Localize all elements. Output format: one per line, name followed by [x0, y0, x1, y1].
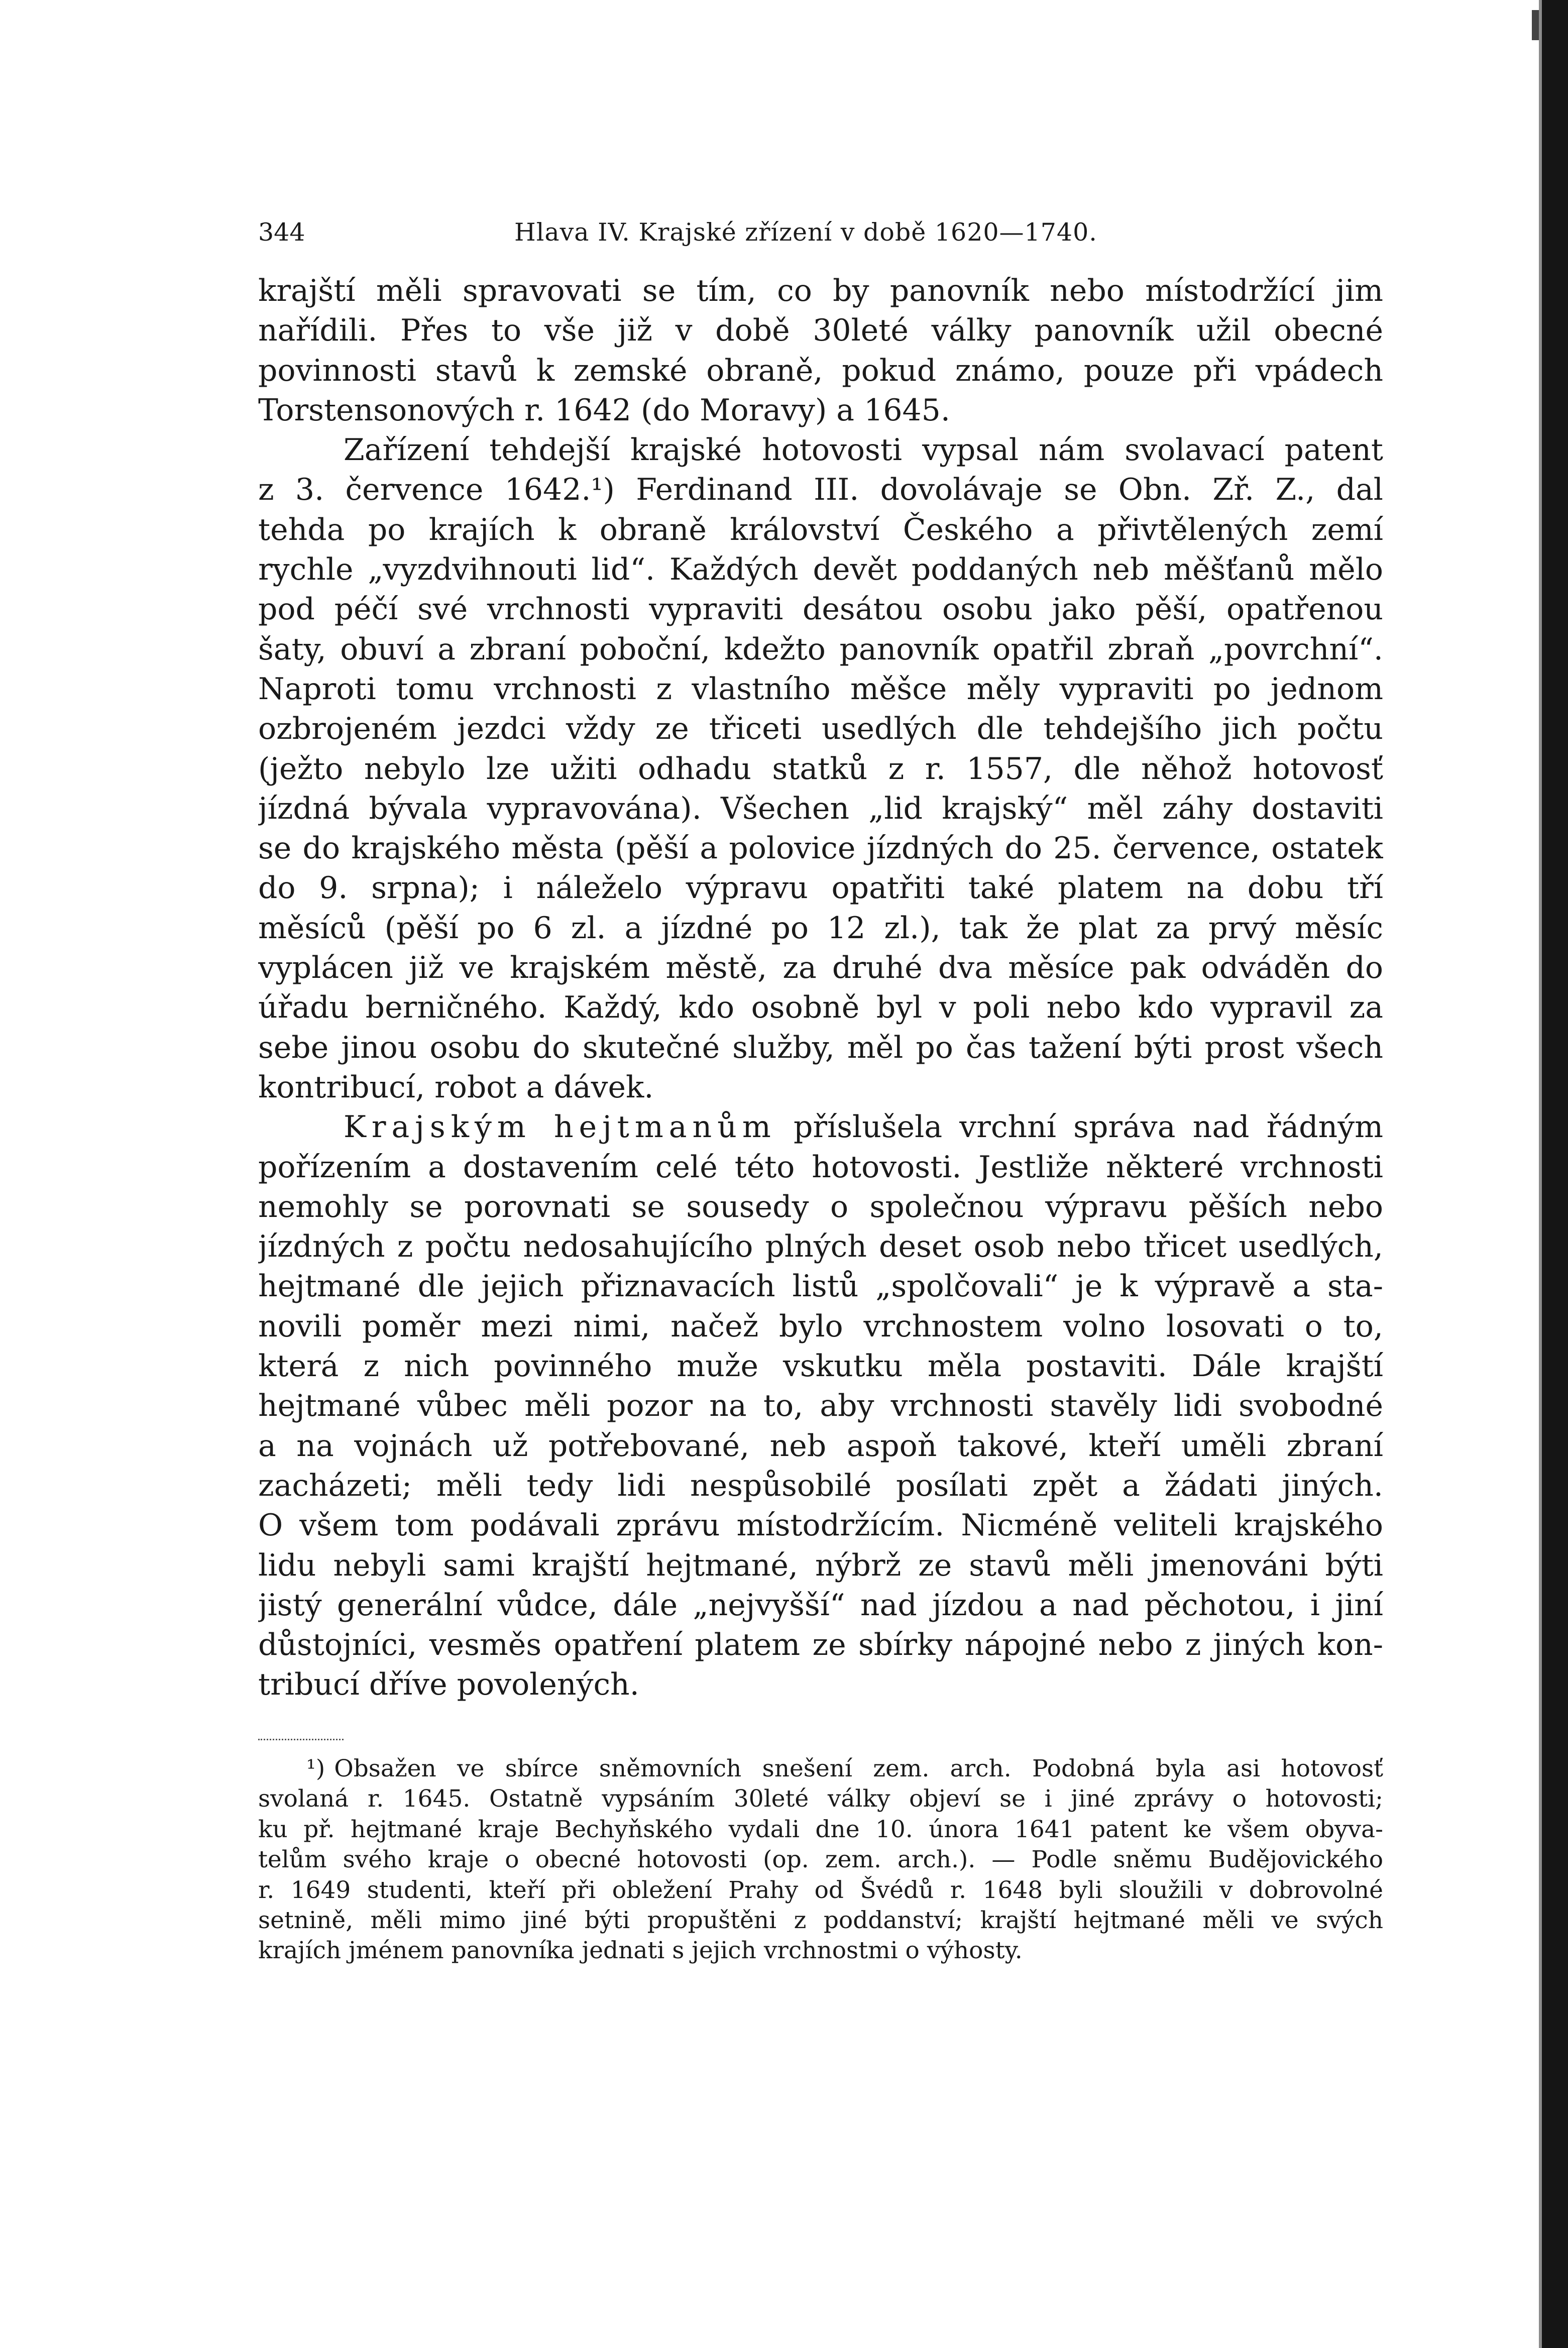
page-number: 344 [258, 218, 305, 247]
scan-edge [1542, 0, 1568, 2348]
text-line: která z nich povinného muže vskutku měla postaviti. Dále krajští [258, 1349, 1383, 1384]
text-line: hejtmané dle jejich přiznavacích listů „spolčovali“ je k výpravě a sta- [258, 1269, 1383, 1304]
running-head [258, 215, 1123, 250]
text-line: úřadu berničného. Každý, kdo osobně byl v poli nebo kdo vypravil za [258, 990, 1383, 1026]
footnote-divider [258, 1739, 344, 1740]
text-line: pořízením a dostavením celé této hotovosti. Jestliže některé vrchnosti [258, 1149, 1383, 1185]
text-line: nařídili. Přes to vše již v době 30leté války panovník užil obecné [258, 313, 1383, 349]
text-line: tehda po krajích k obraně království Českého a přivtělených zemí [258, 512, 1383, 547]
body-text [258, 271, 1383, 1705]
text-line: lidu nebyli sami krajští hejtmané, nýbrž ze stavů měli jmenováni býti [258, 1547, 1383, 1583]
text-line: povinnosti stavů k zemské obraně, pokud známo, pouze při vpádech [258, 353, 1383, 388]
text-line: (ježto nebylo lze užiti odhadu statků z r. 1557, dle něhož hotovosť [258, 751, 1383, 787]
text-line: rychle „vyzdvihnouti lid“. Každých devět poddaných neb měšťanů mělo [258, 552, 1383, 588]
footnote-line: ku př. hejtmané kraje Bechyňského vydali dne 10. února 1641 patent ke všem obyva- [258, 1815, 1383, 1843]
text-line: ozbrojeném jezdci vždy ze třiceti usedlých dle tehdejšího jich počtu [258, 711, 1383, 747]
text-line: šaty, obuví a zbraní poboční, kdežto panovník opatřil zbraň „povrchní“. [258, 631, 1383, 667]
text-line: měsíců (pěší po 6 zl. a jízdné po 12 zl.), tak že plat za prvý měsíc [258, 910, 1383, 946]
text-line: kontribucí, robot a dávek. [258, 1069, 654, 1105]
text-line: nemohly se porovnati se sousedy o společnou výpravu pěších nebo [258, 1189, 1383, 1224]
text-line: důstojníci, vesměs opatření platem ze sbírky nápojné nebo z jiných kon- [258, 1627, 1383, 1663]
text-line: vyplácen již ve krajském městě, za druhé dva měsíce pak odváděn do [258, 950, 1383, 986]
text-line: se do krajského města (pěší a polovice jízdných do 25. července, ostatek [258, 831, 1383, 866]
text-line: Naproti tomu vrchnosti z vlastního měšce měly vypraviti po jednom [258, 671, 1383, 707]
footnote-marker: ¹) [306, 1755, 325, 1782]
text-line: z 3. července 1642.¹) Ferdinand III. dovolávaje se Obn. Zř. Z., dal [258, 472, 1383, 508]
footnote-line: telům svého kraje o obecné hotovosti (op. zem. arch.). — Podle sněmu Budějovického [258, 1846, 1383, 1874]
text-line: tribucí dříve povolených. [258, 1667, 639, 1703]
text-line-emphasis [258, 1107, 1383, 1147]
running-title: Hlava IV. Krajské zřízení v době 1620—1740. [514, 218, 1097, 247]
text-line-rest: příslušela vrchní správa nad řádným [793, 1109, 1383, 1145]
text-line: novili poměr mezi nimi, načež bylo vrchnostem volno losovati o to, [258, 1308, 1383, 1344]
footnote-line: setnině, měli mimo jiné býti propuštěni z poddanství; krajští hejtmané měli ve svých [258, 1906, 1383, 1934]
text-line: pod péčí své vrchnosti vypraviti desátou osobu jako pěší, opatřenou [258, 592, 1383, 627]
text-line: jistý generální vůdce, dále „nejvyšší“ nad jízdou a nad pěchotou, i jiní [258, 1587, 1383, 1623]
footnotes [258, 1754, 1383, 1966]
footnote-line: r. 1649 studenti, kteří při obležení Prahy od Švédů r. 1648 byli sloužili v dobrovolné [258, 1876, 1383, 1904]
text-line: krajští měli spravovati se tím, co by panovník nebo místodržící jim [258, 273, 1383, 308]
text-line: sebe jinou osobu do skutečné služby, měl po čas tažení býti prost všech [258, 1030, 1383, 1065]
text-line: Zařízení tehdejší krajské hotovosti vypsal nám svolavací patent [344, 432, 1383, 468]
footnote-text: Obsažen ve sbírce sněmovních snešení zem. arch. Podobná byla asi hotovosť [334, 1755, 1383, 1782]
scan-edge-mark [1532, 10, 1539, 40]
footnote-line: svolaná r. 1645. Ostatně vypsáním 30leté války objeví se i jiné zprávy o hotovosti; [258, 1785, 1383, 1813]
text-line: jízdná bývala vypravována). Všechen „lid krajský“ měl záhy dostaviti [258, 791, 1383, 826]
footnote-line [258, 1754, 1383, 1784]
text-line: jízdných z počtu nedosahujícího plných deset osob nebo třicet usedlých, [258, 1229, 1383, 1265]
text-line: hejtmané vůbec měli pozor na to, aby vrchnosti stavěly lidi svobodné [258, 1388, 1383, 1424]
text-line: zacházeti; měli tedy lidi nespůsobilé posílati zpět a žádati jiných. [258, 1468, 1383, 1503]
text-line: O všem tom podávali zprávu místodržícím. Nicméně veliteli krajského [258, 1508, 1383, 1543]
footnote-line: krajích jménem panovníka jednati s jejich vrchnostmi o výhosty. [258, 1937, 1023, 1965]
text-line: Torstensonových r. 1642 (do Moravy) a 1645. [258, 392, 950, 428]
text-line: a na vojnách už potřebované, neb aspoň takové, kteří uměli zbraní [258, 1428, 1383, 1464]
spaced-emphasis: Krajským hejtmanům [344, 1109, 776, 1145]
text-line: do 9. srpna); i náleželo výpravu opatřiti také platem na dobu tří [258, 870, 1383, 906]
